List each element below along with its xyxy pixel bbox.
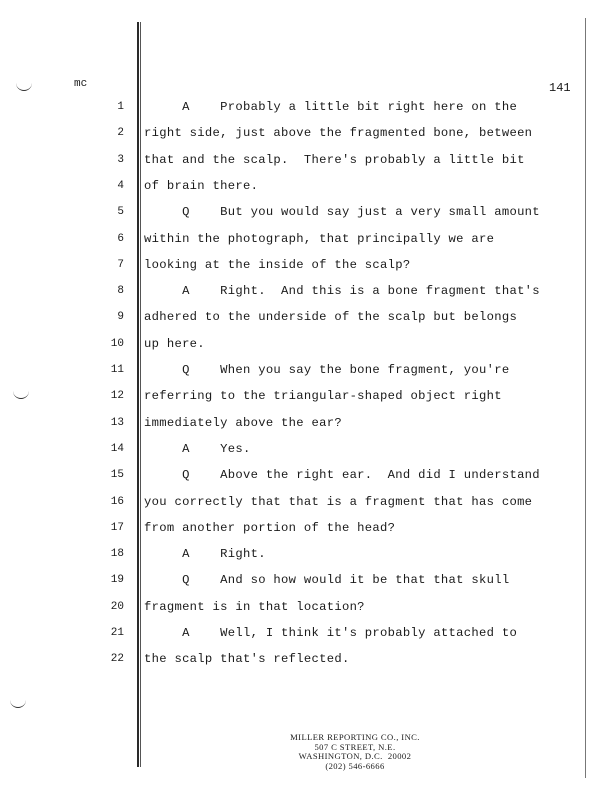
transcript-line: A Yes. xyxy=(144,441,251,456)
line-number: 8 xyxy=(117,285,124,298)
footer-street: 507 C STREET, N.E. xyxy=(314,741,396,752)
reporter-footer xyxy=(250,733,460,771)
transcript-line: the scalp that's reflected. xyxy=(144,652,350,667)
line-number: 20 xyxy=(110,600,124,613)
transcript-line: A Well, I think it's probably attached to xyxy=(144,626,518,640)
page-number: 141 xyxy=(549,81,571,95)
transcript-line: Q And so how would it be that that skull xyxy=(144,573,510,588)
transcript-line: of brain there. xyxy=(144,178,259,193)
line-number: 18 xyxy=(110,548,124,561)
footer-company: MILLER REPORTING CO., INC. xyxy=(290,732,420,742)
transcript-line: Q Above the right ear. And did I understand xyxy=(144,468,540,483)
transcript-line: you correctly that that is a fragment that has come xyxy=(144,494,533,509)
line-number: 14 xyxy=(110,442,124,455)
transcript-line: A Right. And this is a bone fragment that's xyxy=(144,284,540,299)
transcript-line: that and the scalp. There's probably a little bit xyxy=(144,152,525,167)
line-number: 21 xyxy=(110,627,124,639)
transcript-line: A Probably a little bit right here on the xyxy=(144,100,518,114)
line-number: 3 xyxy=(117,153,124,166)
transcript-line: A Right. xyxy=(144,547,266,562)
line-number: 11 xyxy=(110,364,124,376)
footer-phone: (202) 546-6666 xyxy=(325,760,385,771)
footer-city: WASHINGTON, D.C. 20002 xyxy=(298,751,412,762)
hole-punch-mark xyxy=(16,82,32,91)
transcript-line: up here. xyxy=(144,336,205,351)
line-number: 15 xyxy=(110,469,124,482)
line-number: 2 xyxy=(117,127,124,140)
left-margin-rule xyxy=(137,22,139,767)
left-margin-rule-inner xyxy=(140,22,141,767)
line-number: 10 xyxy=(110,337,124,350)
hole-punch-mark xyxy=(13,390,29,399)
transcript-line: referring to the triangular-shaped object right xyxy=(144,389,502,404)
line-number: 13 xyxy=(110,416,124,429)
line-number: 17 xyxy=(110,521,124,534)
line-number: 7 xyxy=(117,258,124,271)
line-number: 5 xyxy=(117,206,124,219)
line-number: 1 xyxy=(117,101,124,113)
line-number: 16 xyxy=(110,495,124,508)
transcript-line: Q But you would say just a very small amount xyxy=(144,205,540,220)
reporter-initials: mc xyxy=(74,78,88,90)
transcript-line: looking at the inside of the scalp? xyxy=(144,257,411,272)
line-number: 22 xyxy=(110,653,124,666)
line-number: 6 xyxy=(117,232,124,245)
transcript-line: fragment is in that location? xyxy=(144,599,365,614)
hole-punch-mark xyxy=(10,699,26,708)
line-number: 19 xyxy=(110,574,124,587)
line-number: 9 xyxy=(117,311,124,324)
transcript-line: Q When you say the bone fragment, you're xyxy=(144,363,510,377)
line-number: 4 xyxy=(117,179,124,192)
transcript-line: adhered to the underside of the scalp but belongs xyxy=(144,310,518,325)
transcript-line: right side, just above the fragmented bone, between xyxy=(144,126,533,141)
transcript-line: from another portion of the head? xyxy=(144,520,396,535)
right-margin-rule xyxy=(585,18,586,778)
line-number: 12 xyxy=(110,390,124,403)
transcript-line: within the photograph, that principally we are xyxy=(144,231,495,246)
transcript-line: immediately above the ear? xyxy=(144,415,342,430)
